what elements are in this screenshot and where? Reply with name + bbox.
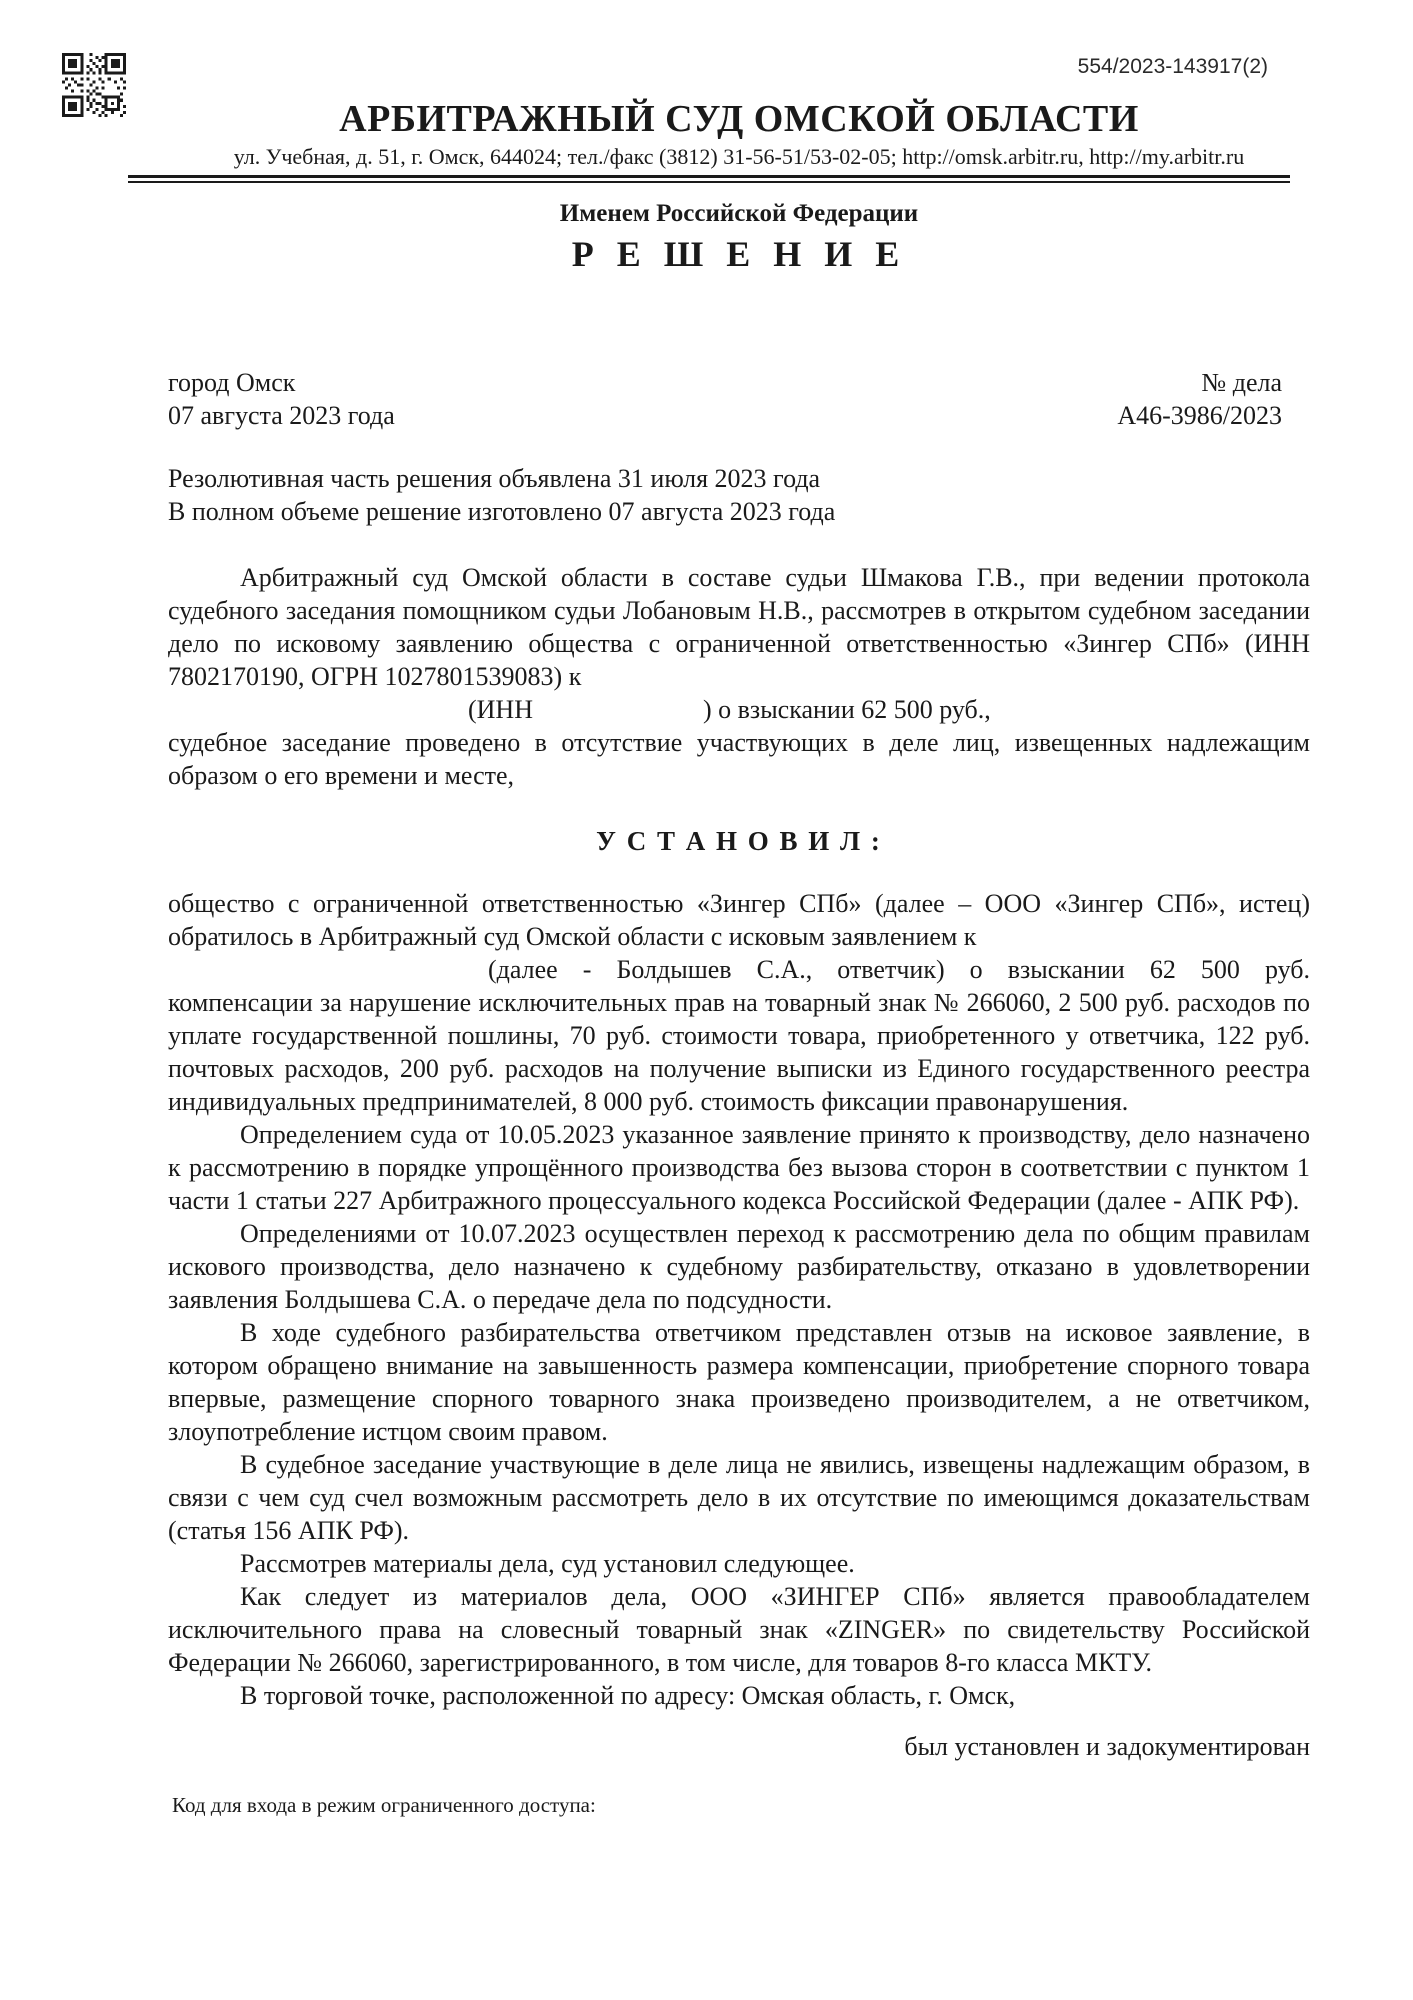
case-meta-row bbox=[168, 366, 1310, 432]
header-divider bbox=[128, 175, 1290, 183]
city-line: город Омск bbox=[168, 368, 296, 397]
restricted-access-code-line: Код для входа в режим ограниченного доступа: bbox=[172, 1793, 596, 1817]
ustanovil-heading: У С Т А Н О В И Л : bbox=[596, 826, 882, 856]
body-line-defendant-redacted: (далее - Болдышев С.А., ответчик) о взыскании 62 500 руб. bbox=[488, 955, 1310, 984]
claim-amount-text: ) о взыскании 62 500 руб., bbox=[703, 695, 991, 724]
body-paragraph-claimant: общество с ограниченной ответственностью «Зингер СПб» (далее – ООО «Зингер СПб», истец) обратилось в Арбитражный суд Омской области с исковым заявлением к bbox=[168, 889, 1310, 951]
qr-code-icon bbox=[62, 53, 126, 117]
in-the-name-line: Именем Российской Федерации bbox=[559, 200, 919, 227]
body-paragraph-store: В торговой точке, расположенной по адресу: Омская область, г. Омск, bbox=[240, 1681, 1016, 1710]
document-stamp-number: 554/2023-143917(2) bbox=[1077, 55, 1268, 78]
resolutive-part-line: Резолютивная часть решения объявлена 31 июля 2023 года bbox=[168, 464, 821, 493]
body-paragraph-ruling-1: Определением суда от 10.05.2023 указанное заявление принято к производству, дело назначено к рассмотрению в порядке упрощённого производства без вызова сторон в соответствии с пунктом 1 части 1 статьи 227 Арбитражного процессуального кодекса Российской Федерации (далее - АПК РФ). bbox=[168, 1120, 1310, 1215]
announcement-block bbox=[168, 462, 1310, 528]
intro-paragraph-2: судебное заседание проведено в отсутствие участвующих в деле лиц, извещенных надлежащим образом о его времени и месте, bbox=[168, 728, 1310, 790]
body-paragraph-materials: Рассмотрев материалы дела, суд установил следующее. bbox=[240, 1549, 855, 1578]
body-paragraph-absence: В судебное заседание участвующие в деле лица не явились, извещены надлежащим образом, в связи с чем суд счел возможным рассмотреть дело в их отсутствие по имеющимся доказательствам (статья 156 АПК РФ). bbox=[168, 1450, 1310, 1545]
inn-redacted-line bbox=[468, 693, 1310, 726]
court-name: АРБИТРАЖНЫЙ СУД ОМСКОЙ ОБЛАСТИ bbox=[339, 98, 1139, 140]
body-line-documented: был установлен и задокументирован bbox=[904, 1732, 1310, 1761]
full-volume-line: В полном объеме решение изготовлено 07 августа 2023 года bbox=[168, 497, 836, 526]
court-address: ул. Учебная, д. 51, г. Омск, 644024; тел./факс (3812) 31-56-51/53-02-05; http://omsk.arbitr.ru, http://my.arbitr.ru bbox=[233, 144, 1245, 169]
body-paragraph-compensation: компенсации за нарушение исключительных прав на товарный знак № 266060, 2 500 руб. расходов по уплате государственной пошлины, 70 руб. стоимости товара, приобретенного у ответчика, 122 руб. почтовых расходов, 200 руб. расходов на получение выписки из Единого государственного реестра индивидуальных предпринимателей, 8 000 руб. стоимость фиксации правонарушения. bbox=[168, 988, 1310, 1116]
inn-label: (ИНН bbox=[468, 695, 533, 724]
intro-paragraph: Арбитражный суд Омской области в составе судьи Шмакова Г.В., при ведении протокола судебного заседания помощником судьи Лобановым Н.В., рассмотрев в открытом судебном заседании дело по исковому заявлению общества с ограниченной ответственностью «Зингер СПб» (ИНН 7802170190, ОГРН 1027801539083) к bbox=[168, 563, 1310, 691]
body-paragraph-ruling-2: Определениями от 10.07.2023 осуществлен переход к рассмотрению дела по общим правилам искового производства, дело назначено к судебному разбирательству, отказано в удовлетворении заявления Болдышева С.А. о передаче дела по подсудности. bbox=[168, 1219, 1310, 1314]
decision-title: Р Е Ш Е Н И Е bbox=[571, 234, 907, 274]
body-paragraph-trademark: Как следует из материалов дела, ООО «ЗИНГЕР СПб» является правообладателем исключительного права на словесный товарный знак «ZINGER» по свидетельству Российской Федерации № 266060, зарегистрированного, в том числе, для товаров 8-го класса МКТУ. bbox=[168, 1582, 1310, 1677]
case-number-block bbox=[1117, 366, 1310, 432]
date-line: 07 августа 2023 года bbox=[168, 401, 395, 430]
case-number-label: № дела bbox=[1201, 368, 1282, 397]
body-paragraph-response: В ходе судебного разбирательства ответчиком представлен отзыв на исковое заявление, в котором обращено внимание на завышенность размера компенсации, приобретение спорного товара впервые, размещение спорного товарного знака произведено производителем, а не ответчиком, злоупотребление истцом своим правом. bbox=[168, 1318, 1310, 1446]
city-date-block bbox=[168, 366, 395, 432]
case-number: А46-3986/2023 bbox=[1117, 401, 1282, 430]
document-content bbox=[168, 0, 1310, 1822]
